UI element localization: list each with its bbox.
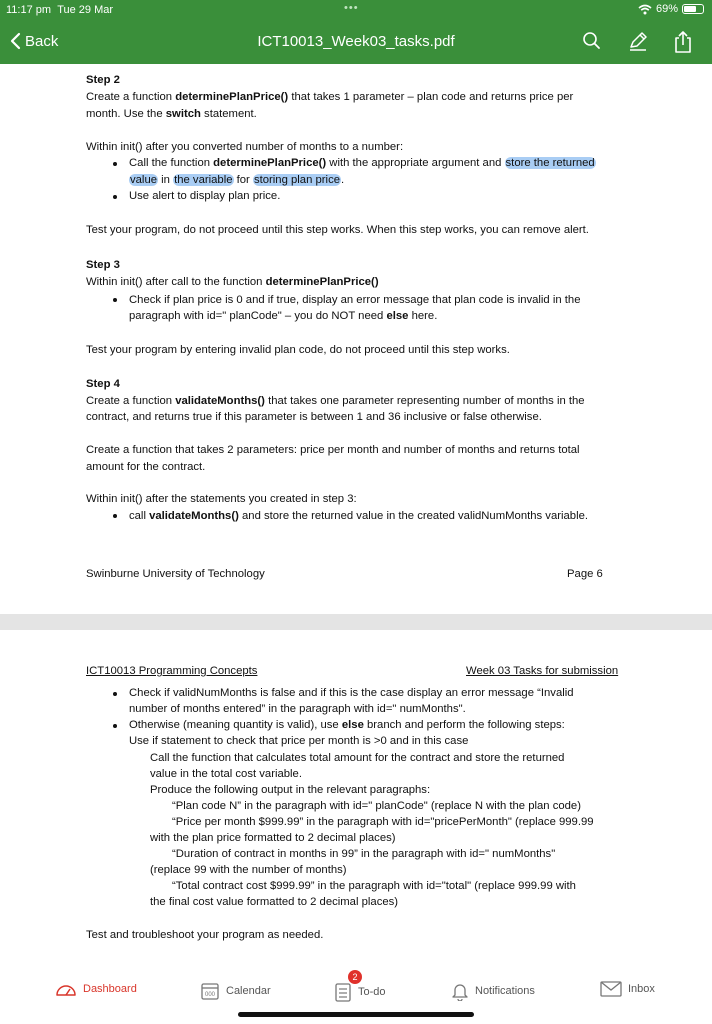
status-time-date [6,4,113,16]
status-date: Tue 29 Mar [57,4,114,16]
text-line: amount for the contract. [86,461,206,473]
page-number: Page 6 [567,568,603,580]
text-line: Test your program by entering invalid plan code, do not proceed until this step works. [86,344,510,356]
page-header-right: Week 03 Tasks for submission [466,665,619,677]
document-title: ICT10013_Week03_tasks.pdf [257,33,455,50]
tab-todo[interactable] [334,972,386,1003]
text-line: “Duration of contract in months in 99” in the paragraph with id=" numMonths" [172,848,556,860]
text-line: value in the variable for storing plan price. [130,174,345,186]
step2-heading: Step 2 [86,74,120,86]
bullet-icon [113,514,117,518]
text-line: Use if statement to check that price per month is >0 and in this case [129,735,469,747]
text-line: (replace 99 with the number of months) [150,864,347,876]
wifi-icon [638,4,652,15]
text-line: Check if validNumMonths is false and if this is the case display an error message “Invalid [129,687,574,699]
status-bar [0,0,712,20]
text-line: Within init() after the statements you created in step 3: [86,493,357,505]
mail-icon [600,981,622,997]
tab-dashboard[interactable] [55,981,137,997]
text-line: Call the function determinePlanPrice() with the appropriate argument and store the returned [129,157,595,169]
tab-inbox[interactable] [600,981,655,997]
calendar-icon [200,981,220,1001]
bullet-icon [113,298,117,302]
text-line: call validateMonths() and store the returned value in the created validNumMonths variable. [129,510,589,522]
tab-notifications[interactable] [451,981,535,1001]
tab-inbox-label: Inbox [628,983,655,995]
text-line: number of months entered” in the paragraph with id=" numMonths". [129,703,466,715]
highlight[interactable]: the variable [174,174,233,186]
battery-fill [684,6,696,12]
pdf-viewer[interactable] [0,64,712,966]
bell-icon [451,981,469,1001]
back-label: Back [25,32,59,50]
highlight[interactable]: store the returned [505,157,595,169]
bullet-icon [113,724,117,728]
text-line: “Plan code N” in the paragraph with id=" planCode" (replace N with the plan code) [172,800,581,812]
dashboard-gauge-icon [55,981,77,997]
nav-bar [0,20,712,64]
calendar-icon-text: 000 [204,992,216,998]
text-line: paragraph with id=" planCode" – you do NOT need else here. [129,310,438,322]
battery-icon [682,4,704,14]
highlight[interactable]: value [130,174,158,186]
text-line: Call the function that calculates total amount for the contract and store the returned [150,752,565,764]
multitask-dots[interactable]: ••• [344,2,359,14]
status-time: 11:17 pm [6,4,52,16]
text-line: “Price per month $999.99” in the paragraph with id="pricePerMonth" (replace 999.99 [172,816,594,828]
bullet-icon [113,692,117,696]
text-line: Within init() after call to the function determinePlanPrice() [86,276,379,288]
share-icon[interactable] [673,30,693,54]
status-right [638,3,704,15]
text-line: Create a function determinePlanPrice() that takes 1 parameter – plan code and returns price per [86,91,574,103]
text-line: Use alert to display plan price. [129,190,281,202]
text-line: Otherwise (meaning quantity is valid), use else branch and perform the following steps: [129,719,565,731]
search-icon[interactable] [582,30,602,52]
todo-icon-wrap [334,972,358,1003]
text-line: Produce the following output in the relevant paragraphs: [150,784,431,796]
bullet-icon [113,162,117,166]
text-line: the final cost value formatted to 2 decimal places) [150,896,399,908]
markup-pen-icon[interactable] [627,30,649,52]
tab-calendar-label: Calendar [226,985,271,997]
text-line: Create a function validateMonths() that takes one parameter representing number of months in the [86,395,585,407]
step4-heading: Step 4 [86,378,120,390]
pdf-page-6 [0,64,712,614]
home-indicator[interactable] [238,1012,474,1017]
bullet-icon [113,195,117,199]
tab-calendar[interactable] [200,981,271,1001]
text-line: month. Use the switch statement. [86,108,257,120]
battery-percent: 69% [655,3,678,15]
tab-notifications-label: Notifications [475,985,535,997]
tab-dashboard-label: Dashboard [83,983,137,995]
page-footer-left: Swinburne University of Technology [86,568,265,580]
text-line: with the plan price formatted to 2 decimal places) [150,832,396,844]
text-line: Test your program, do not proceed until this step works. When this step works, you can remove alert. [86,224,589,236]
text-line: value in the total cost variable. [150,768,302,780]
pdf-page-7 [0,630,712,966]
step3-heading: Step 3 [86,259,120,271]
page-gap [0,614,712,630]
text-line: contract, and returns true if this parameter is between 1 and 36 inclusive or false otherwise. [86,411,542,423]
tab-todo-label: To-do [358,986,386,998]
checklist-icon [334,981,352,1003]
text-line: Within init() after you converted number of months to a number: [86,141,404,153]
todo-badge: 2 [348,970,362,984]
page-header-left: ICT10013 Programming Concepts [86,665,258,677]
text-line: Test and troubleshoot your program as needed. [86,929,324,941]
text-line: Check if plan price is 0 and if true, display an error message that plan code is invalid in the [129,294,581,306]
text-line: “Total contract cost $999.99” in the paragraph with id="total" (replace 999.99 with [172,880,576,892]
text-line: Create a function that takes 2 parameters: price per month and number of months and returns total [86,444,580,456]
highlight[interactable]: storing plan price [253,174,340,186]
